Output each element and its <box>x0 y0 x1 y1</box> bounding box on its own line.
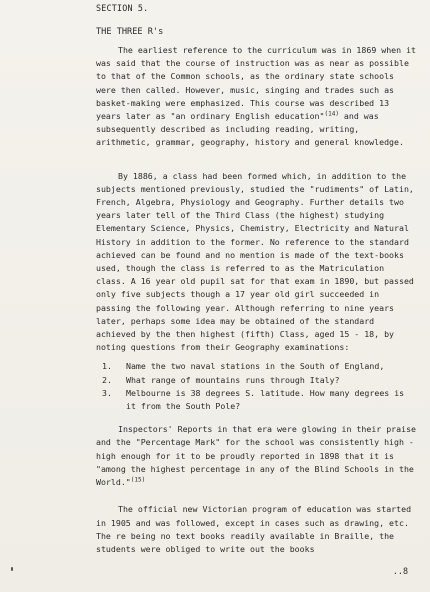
list-item <box>96 387 416 413</box>
footnote-ref-14: (14) <box>324 110 339 118</box>
list-item <box>96 360 416 373</box>
paragraph-text-end: and was subsequently described as including reading, writing, arithmetic, grammar, geography, history and general knowledge. <box>96 111 404 148</box>
paragraph-text: Inspectors' Reports in that era were glowing in their praise and the "Percentage Mark" for the school was consistently high - high enough for it to be proudly reported in 1898 that it is "among the highest percentage in any of the Blind Schools in the World." <box>96 424 417 488</box>
paragraph-class-formation: By 1886, a class had been formed which, in addition to the subjects mentioned previously, studied the "rudiments" of Latin, French, Algebra, Physiology and Geography. Further details two years later tell of the Third Class (the highest) studying Elementary Science, Physics, Chemistry, Electricity and Natural History in addition to the former. No reference to the standard achieved can be found and no mention is made of the text-books used, though the class is referred to as the Matriculation class. A 16 year old pupil sat for that exam in 1890, but passed only five subjects though a 17 year old girl succeeded in passing the following year. Although referring to nine years later, perhaps some idea may be obtained of the standard achieved by the then highest (fifth) Class, aged 15 - 18, by noting questions from their Geography examinations: <box>96 170 414 353</box>
list-text: Melbourne is 38 degrees S. latitude. How many degrees is it from the South Pole? <box>126 387 405 412</box>
list-number: 3. <box>102 387 112 398</box>
list-number: 2. <box>102 374 112 385</box>
paragraph-victorian-program: The official new Victorian program of education was started in 1905 and was followed, except in cases such as drawing, etc. The re being no text books readily available in Braille, the students were obliged to write out the books <box>96 504 412 554</box>
geography-questions-list <box>96 360 416 413</box>
chapter-title: THE THREE R's <box>96 27 164 37</box>
page-number: ..8 <box>392 566 408 576</box>
list-item <box>96 374 416 387</box>
list-text: What range of mountains runs through Italy? <box>126 374 340 385</box>
list-text: Name the two naval stations in the South of England, <box>126 361 385 372</box>
list-number: 1. <box>102 361 112 372</box>
margin-mark <box>11 567 13 571</box>
body-text <box>96 44 416 570</box>
section-heading: SECTION 5. <box>96 3 149 13</box>
paragraph-inspectors-reports <box>96 423 416 489</box>
paragraph-text: The earliest reference to the curriculum was in 1869 when it was said that the course of instruction was as near as possible to that of the Common schools, as the ordinary state schools were then called. However, music, singing and trades such as basket-making were emphasized. This course was described 13 years later as "an ordinary English education" <box>96 45 417 122</box>
footnote-ref-15: (15) <box>130 476 146 484</box>
paragraph-curriculum-origins <box>96 44 416 150</box>
